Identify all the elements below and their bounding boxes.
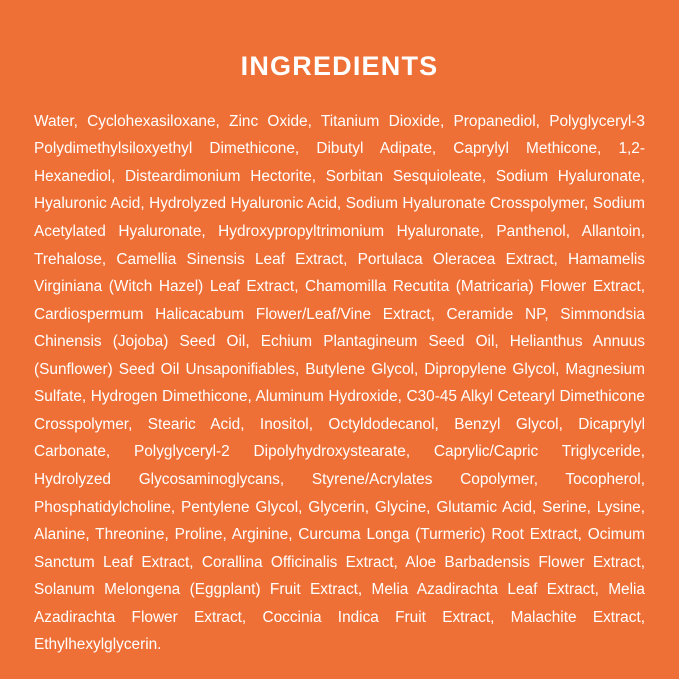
page-title: INGREDIENTS bbox=[240, 51, 439, 81]
ingredients-list-text: Water, Cyclohexasiloxane, Zinc Oxide, Titanium Dioxide, Propanediol, Polyglyceryl-3 Polydimethylsiloxyethyl Dimethicone, Dibutyl Adipate, Caprylyl Methicone, 1,2-Hexanediol, Disteardimonium Hectorite, Sorbitan Sesquioleate, Sodium Hyaluronate, Hyaluronic Acid, Hydrolyzed Hyaluronic Acid, Sodium Hyaluronate Crosspolymer, Sodium Acetylated Hyaluronate, Hydroxypropyltrimonium Hyaluronate, Panthenol, Allantoin, Trehalose, Camellia Sinensis Leaf Extract, Portulaca Oleracea Extract, Hamamelis Virginiana (Witch Hazel) Leaf Extract, Chamomilla Recutita (Matricaria) Flower Extract, Cardiospermum Halicacabum Flower/Leaf/Vine Extract, Ceramide NP, Simmondsia Chinensis (Jojoba) Seed Oil, Echium Plantagineum Seed Oil, Helianthus Annuus (Sunflower) Seed Oil Unsaponifiables, Butylene Glycol, Dipropylene Glycol, Magnesium Sulfate, Hydrogen Dimethicone, Aluminum Hydroxide, C30-45 Alkyl Cetearyl Dimethicone Crosspolymer, Stearic Acid, Inositol, Octyldodecanol, Benzyl Glycol, Dicaprylyl Carbonate, Polyglyceryl-2 Dipolyhydroxystearate, Caprylic/Capric Triglyceride, Hydrolyzed Glycosaminoglycans, Styrene/Acrylates Copolymer, Tocopherol, Phosphatidylcholine, Pentylene Glycol, Glycerin, Glycine, Glutamic Acid, Serine, Lysine, Alanine, Threonine, Proline, Arginine, Curcuma Longa (Turmeric) Root Extract, Ocimum Sanctum Leaf Extract, Corallina Officinalis Extract, Aloe Barbadensis Flower Extract, Solanum Melongena (Eggplant) Fruit Extract, Melia Azadirachta Leaf Extract, Melia Azadirachta Flower Extract, Coccinia Indica Fruit Extract, Malachite Extract, Ethylhexylglycerin. bbox=[34, 112, 645, 654]
